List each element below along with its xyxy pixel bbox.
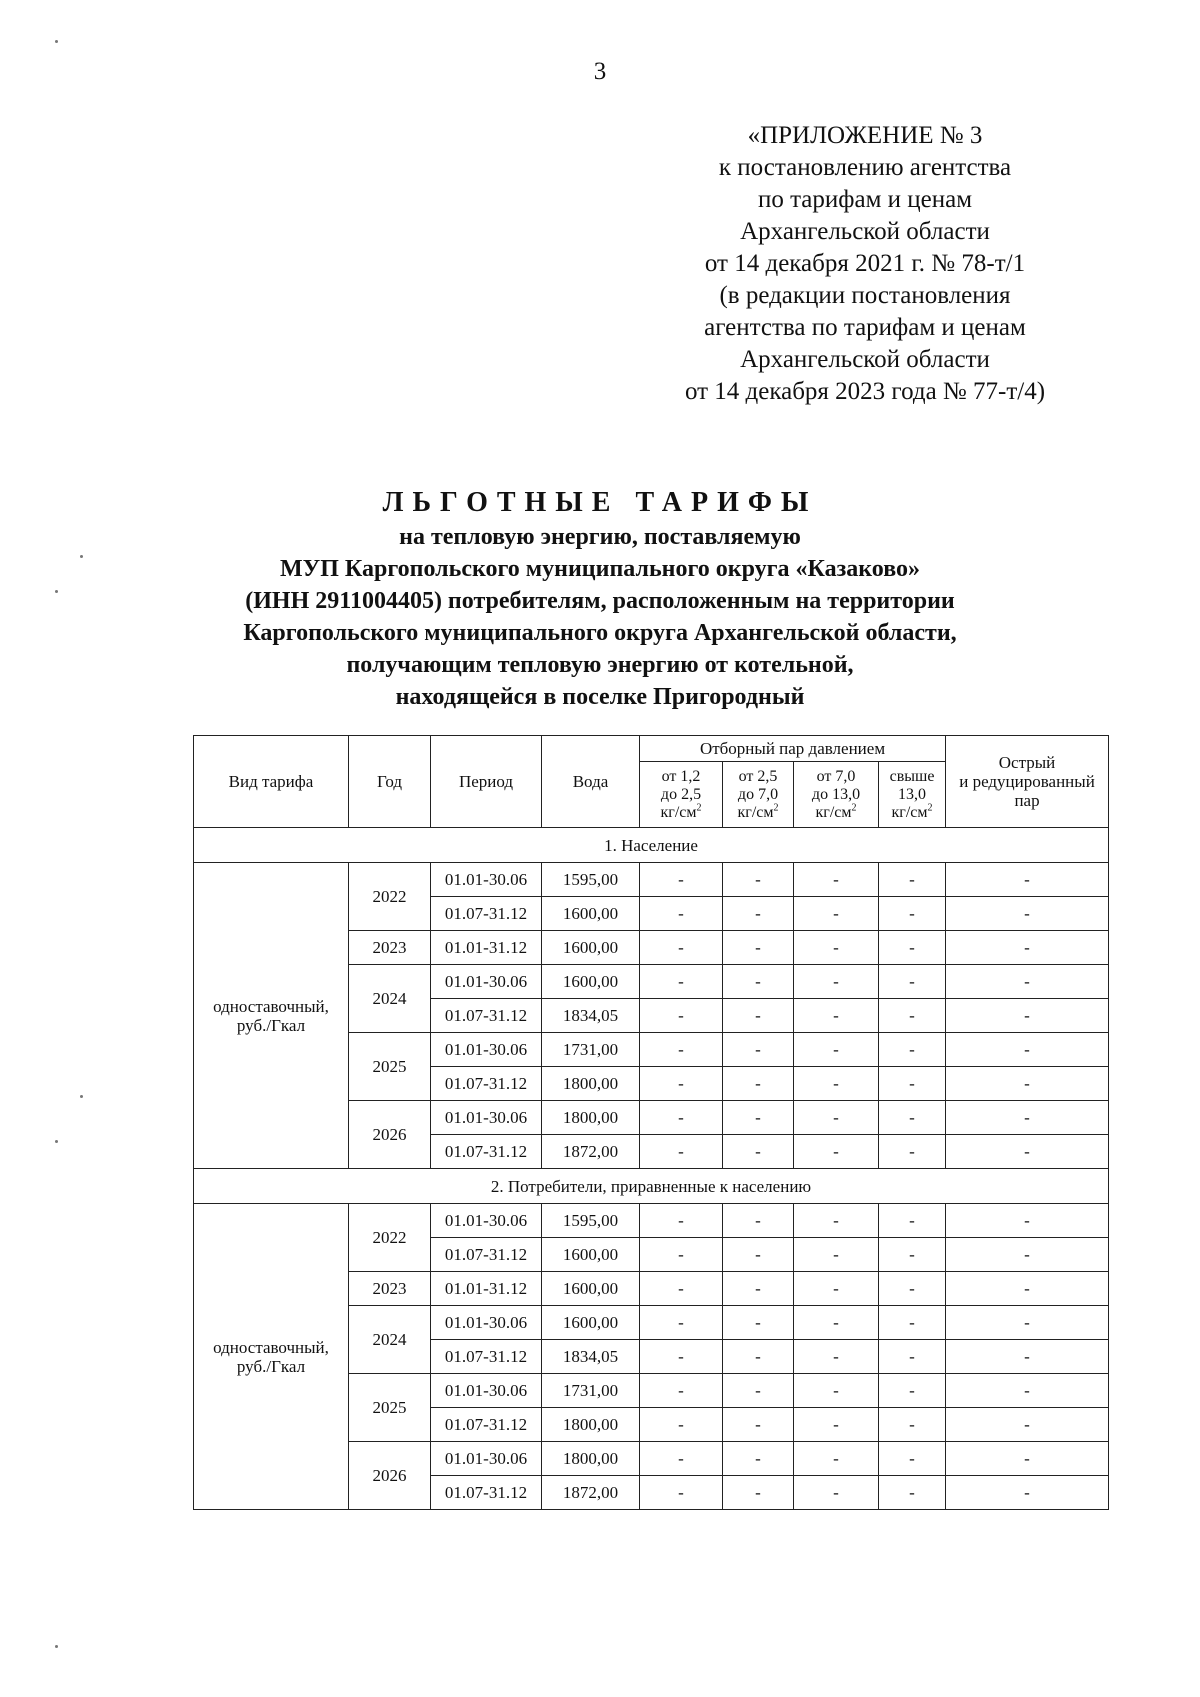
appendix-line: Архангельской области bbox=[740, 218, 990, 245]
steam-3-cell: - bbox=[794, 1033, 879, 1067]
steam-4-cell: - bbox=[879, 1204, 946, 1238]
period-cell: 01.01-30.06 bbox=[431, 1374, 542, 1408]
water-cell: 1600,00 bbox=[542, 1272, 640, 1306]
period-cell: 01.07-31.12 bbox=[431, 1067, 542, 1101]
header-line: Острый bbox=[998, 753, 1056, 772]
steam-2-cell: - bbox=[723, 1442, 794, 1476]
year-cell: 2023 bbox=[349, 931, 431, 965]
steam-4-cell: - bbox=[879, 1374, 946, 1408]
steam-1-cell: - bbox=[640, 1238, 723, 1272]
water-cell: 1600,00 bbox=[542, 1306, 640, 1340]
header-water: Вода bbox=[542, 736, 640, 828]
period-cell: 01.07-31.12 bbox=[431, 1238, 542, 1272]
year-cell: 2022 bbox=[349, 863, 431, 931]
water-cell: 1600,00 bbox=[542, 931, 640, 965]
header-line: свыше bbox=[889, 767, 935, 785]
header-steam-4 bbox=[879, 762, 946, 828]
period-cell: 01.01-30.06 bbox=[431, 1204, 542, 1238]
steam-4-cell: - bbox=[879, 897, 946, 931]
title-line: Каргопольского муниципального округа Архангельской области, bbox=[243, 620, 957, 646]
period-cell: 01.01-30.06 bbox=[431, 1442, 542, 1476]
sharp-steam-cell: - bbox=[946, 999, 1109, 1033]
steam-4-cell: - bbox=[879, 999, 946, 1033]
appendix-line: Архангельской области bbox=[740, 346, 990, 373]
steam-2-cell: - bbox=[723, 1306, 794, 1340]
period-cell: 01.07-31.12 bbox=[431, 1135, 542, 1169]
steam-4-cell: - bbox=[879, 1101, 946, 1135]
steam-1-cell: - bbox=[640, 1442, 723, 1476]
year-cell: 2025 bbox=[349, 1033, 431, 1101]
title-line: МУП Каргопольского муниципального округа «Казаково» bbox=[280, 556, 920, 582]
steam-2-cell: - bbox=[723, 1476, 794, 1510]
period-cell: 01.01-30.06 bbox=[431, 965, 542, 999]
steam-1-cell: - bbox=[640, 1306, 723, 1340]
steam-4-cell: - bbox=[879, 1476, 946, 1510]
steam-2-cell: - bbox=[723, 931, 794, 965]
sharp-steam-cell: - bbox=[946, 1476, 1109, 1510]
sharp-steam-cell: - bbox=[946, 1067, 1109, 1101]
year-cell: 2026 bbox=[349, 1101, 431, 1169]
unit-exponent: 2 bbox=[696, 802, 702, 814]
steam-2-cell: - bbox=[723, 1067, 794, 1101]
header-line: и редуцированный bbox=[959, 772, 1095, 791]
tariff-type-line: одноставочный, bbox=[213, 1337, 329, 1357]
steam-4-cell: - bbox=[879, 1340, 946, 1374]
water-cell: 1600,00 bbox=[542, 1238, 640, 1272]
document-title bbox=[0, 485, 1200, 713]
tariff-table bbox=[193, 735, 1109, 1510]
unit-exponent: 2 bbox=[927, 802, 933, 814]
appendix-line: к постановлению агентства bbox=[718, 154, 1012, 181]
tariff-type-line: руб./Гкал bbox=[236, 1356, 306, 1376]
sharp-steam-cell: - bbox=[946, 931, 1109, 965]
header-line: от 2,5 bbox=[738, 767, 778, 785]
steam-2-cell: - bbox=[723, 1408, 794, 1442]
table-row bbox=[194, 1204, 1109, 1238]
year-cell: 2022 bbox=[349, 1204, 431, 1272]
water-cell: 1800,00 bbox=[542, 1442, 640, 1476]
sharp-steam-cell: - bbox=[946, 1408, 1109, 1442]
year-cell: 2026 bbox=[349, 1442, 431, 1510]
year-cell: 2024 bbox=[349, 1306, 431, 1374]
year-cell: 2024 bbox=[349, 965, 431, 1033]
steam-1-cell: - bbox=[640, 965, 723, 999]
sharp-steam-cell: - bbox=[946, 897, 1109, 931]
sharp-steam-cell: - bbox=[946, 863, 1109, 897]
period-cell: 01.01-30.06 bbox=[431, 863, 542, 897]
period-cell: 01.07-31.12 bbox=[431, 1408, 542, 1442]
water-cell: 1731,00 bbox=[542, 1374, 640, 1408]
appendix-line: агентства по тарифам и ценам bbox=[704, 314, 1026, 341]
sharp-steam-cell: - bbox=[946, 1204, 1109, 1238]
steam-3-cell: - bbox=[794, 965, 879, 999]
title-main: ЛЬГОТНЫЕ ТАРИФЫ bbox=[382, 487, 818, 518]
appendix-line: «ПРИЛОЖЕНИЕ № 3 bbox=[747, 122, 983, 149]
steam-3-cell: - bbox=[794, 1340, 879, 1374]
steam-3-cell: - bbox=[794, 1204, 879, 1238]
sharp-steam-cell: - bbox=[946, 1135, 1109, 1169]
header-sharp-steam bbox=[946, 736, 1109, 828]
period-cell: 01.07-31.12 bbox=[431, 1476, 542, 1510]
steam-3-cell: - bbox=[794, 1442, 879, 1476]
steam-3-cell: - bbox=[794, 1067, 879, 1101]
sharp-steam-cell: - bbox=[946, 1442, 1109, 1476]
water-cell: 1800,00 bbox=[542, 1408, 640, 1442]
water-cell: 1731,00 bbox=[542, 1033, 640, 1067]
steam-4-cell: - bbox=[879, 1067, 946, 1101]
header-line bbox=[794, 804, 878, 822]
header-steam-2 bbox=[723, 762, 794, 828]
steam-1-cell: - bbox=[640, 1204, 723, 1238]
header-tariff-type: Вид тарифа bbox=[194, 736, 349, 828]
title-line: получающим тепловую энергию от котельной, bbox=[346, 652, 854, 678]
period-cell: 01.07-31.12 bbox=[431, 999, 542, 1033]
steam-4-cell: - bbox=[879, 931, 946, 965]
scan-speck bbox=[80, 1095, 83, 1098]
steam-4-cell: - bbox=[879, 1408, 946, 1442]
steam-2-cell: - bbox=[723, 1101, 794, 1135]
sharp-steam-cell: - bbox=[946, 1272, 1109, 1306]
steam-4-cell: - bbox=[879, 1306, 946, 1340]
scan-speck bbox=[55, 1140, 58, 1143]
steam-1-cell: - bbox=[640, 1272, 723, 1306]
header-line: до 2,5 bbox=[660, 785, 702, 803]
steam-2-cell: - bbox=[723, 863, 794, 897]
steam-2-cell: - bbox=[723, 1033, 794, 1067]
header-line bbox=[879, 804, 945, 822]
steam-3-cell: - bbox=[794, 1135, 879, 1169]
period-cell: 01.07-31.12 bbox=[431, 1340, 542, 1374]
unit: кг/см bbox=[815, 803, 852, 821]
appendix-line: по тарифам и ценам bbox=[757, 186, 973, 213]
steam-1-cell: - bbox=[640, 1408, 723, 1442]
sharp-steam-cell: - bbox=[946, 1306, 1109, 1340]
scan-speck bbox=[55, 40, 58, 43]
header-line: 13,0 bbox=[898, 785, 926, 803]
steam-3-cell: - bbox=[794, 1476, 879, 1510]
steam-2-cell: - bbox=[723, 1238, 794, 1272]
water-cell: 1872,00 bbox=[542, 1476, 640, 1510]
steam-4-cell: - bbox=[879, 1238, 946, 1272]
appendix-header bbox=[640, 120, 1090, 408]
steam-3-cell: - bbox=[794, 931, 879, 965]
section-header-row bbox=[194, 828, 1109, 863]
steam-2-cell: - bbox=[723, 1374, 794, 1408]
unit-exponent: 2 bbox=[773, 802, 779, 814]
header-steam-1 bbox=[640, 762, 723, 828]
appendix-line: (в редакции постановления bbox=[719, 282, 1011, 309]
header-period: Период bbox=[431, 736, 542, 828]
steam-2-cell: - bbox=[723, 965, 794, 999]
sharp-steam-cell: - bbox=[946, 1374, 1109, 1408]
scan-speck bbox=[55, 1645, 58, 1648]
water-cell: 1595,00 bbox=[542, 1204, 640, 1238]
steam-1-cell: - bbox=[640, 1476, 723, 1510]
period-cell: 01.01-30.06 bbox=[431, 1033, 542, 1067]
table-row bbox=[194, 863, 1109, 897]
sharp-steam-cell: - bbox=[946, 1033, 1109, 1067]
sharp-steam-cell: - bbox=[946, 1340, 1109, 1374]
steam-3-cell: - bbox=[794, 999, 879, 1033]
period-cell: 01.01-31.12 bbox=[431, 1272, 542, 1306]
steam-3-cell: - bbox=[794, 897, 879, 931]
steam-2-cell: - bbox=[723, 1204, 794, 1238]
header-steam-group: Отборный пар давлением bbox=[640, 736, 946, 762]
sharp-steam-cell: - bbox=[946, 1238, 1109, 1272]
water-cell: 1800,00 bbox=[542, 1067, 640, 1101]
appendix-line: от 14 декабря 2021 г. № 78-т/1 bbox=[704, 250, 1026, 277]
water-cell: 1800,00 bbox=[542, 1101, 640, 1135]
tariff-type-cell bbox=[194, 1204, 349, 1510]
water-cell: 1600,00 bbox=[542, 897, 640, 931]
steam-3-cell: - bbox=[794, 1238, 879, 1272]
steam-3-cell: - bbox=[794, 1101, 879, 1135]
sharp-steam-cell: - bbox=[946, 1101, 1109, 1135]
header-line: пар bbox=[1014, 791, 1040, 810]
unit: кг/см bbox=[737, 803, 774, 821]
steam-2-cell: - bbox=[723, 897, 794, 931]
period-cell: 01.01-31.12 bbox=[431, 931, 542, 965]
header-steam-3 bbox=[794, 762, 879, 828]
steam-4-cell: - bbox=[879, 1442, 946, 1476]
steam-2-cell: - bbox=[723, 999, 794, 1033]
title-line: на тепловую энергию, поставляемую bbox=[399, 524, 801, 550]
period-cell: 01.01-30.06 bbox=[431, 1101, 542, 1135]
steam-4-cell: - bbox=[879, 965, 946, 999]
water-cell: 1834,05 bbox=[542, 999, 640, 1033]
steam-1-cell: - bbox=[640, 1033, 723, 1067]
steam-1-cell: - bbox=[640, 999, 723, 1033]
header-line bbox=[723, 804, 793, 822]
steam-2-cell: - bbox=[723, 1272, 794, 1306]
unit-exponent: 2 bbox=[851, 802, 857, 814]
section-title: 2. Потребители, приравненные к населению bbox=[194, 1169, 1109, 1204]
tariff-type-line: одноставочный, bbox=[213, 996, 329, 1016]
steam-3-cell: - bbox=[794, 1408, 879, 1442]
water-cell: 1600,00 bbox=[542, 965, 640, 999]
steam-3-cell: - bbox=[794, 1306, 879, 1340]
section-title: 1. Население bbox=[194, 828, 1109, 863]
title-line: (ИНН 2911004405) потребителям, расположенным на территории bbox=[245, 588, 955, 614]
tariff-table-body bbox=[194, 828, 1109, 1510]
tariff-type-line: руб./Гкал bbox=[236, 1015, 306, 1035]
unit: кг/см bbox=[660, 803, 697, 821]
section-header-row bbox=[194, 1169, 1109, 1204]
header-year: Год bbox=[349, 736, 431, 828]
page-number: 3 bbox=[593, 58, 607, 85]
period-cell: 01.01-30.06 bbox=[431, 1306, 542, 1340]
steam-1-cell: - bbox=[640, 1135, 723, 1169]
tariff-type-cell bbox=[194, 863, 349, 1169]
steam-3-cell: - bbox=[794, 1272, 879, 1306]
header-line: до 7,0 bbox=[737, 785, 779, 803]
appendix-line: от 14 декабря 2023 года № 77-т/4) bbox=[684, 378, 1046, 405]
steam-1-cell: - bbox=[640, 1374, 723, 1408]
steam-2-cell: - bbox=[723, 1135, 794, 1169]
sharp-steam-cell: - bbox=[946, 965, 1109, 999]
period-cell: 01.07-31.12 bbox=[431, 897, 542, 931]
steam-3-cell: - bbox=[794, 1374, 879, 1408]
steam-1-cell: - bbox=[640, 863, 723, 897]
steam-1-cell: - bbox=[640, 1340, 723, 1374]
water-cell: 1595,00 bbox=[542, 863, 640, 897]
steam-1-cell: - bbox=[640, 1067, 723, 1101]
steam-3-cell: - bbox=[794, 863, 879, 897]
unit: кг/см bbox=[891, 803, 928, 821]
steam-2-cell: - bbox=[723, 1340, 794, 1374]
steam-4-cell: - bbox=[879, 863, 946, 897]
header-line: от 7,0 bbox=[816, 767, 856, 785]
header-line bbox=[640, 804, 722, 822]
water-cell: 1872,00 bbox=[542, 1135, 640, 1169]
steam-1-cell: - bbox=[640, 897, 723, 931]
steam-1-cell: - bbox=[640, 931, 723, 965]
steam-4-cell: - bbox=[879, 1033, 946, 1067]
header-line: до 13,0 bbox=[811, 785, 861, 803]
header-line: от 1,2 bbox=[661, 767, 701, 785]
water-cell: 1834,05 bbox=[542, 1340, 640, 1374]
title-line: находящейся в поселке Пригородный bbox=[395, 684, 805, 710]
steam-4-cell: - bbox=[879, 1272, 946, 1306]
year-cell: 2023 bbox=[349, 1272, 431, 1306]
steam-4-cell: - bbox=[879, 1135, 946, 1169]
year-cell: 2025 bbox=[349, 1374, 431, 1442]
steam-1-cell: - bbox=[640, 1101, 723, 1135]
